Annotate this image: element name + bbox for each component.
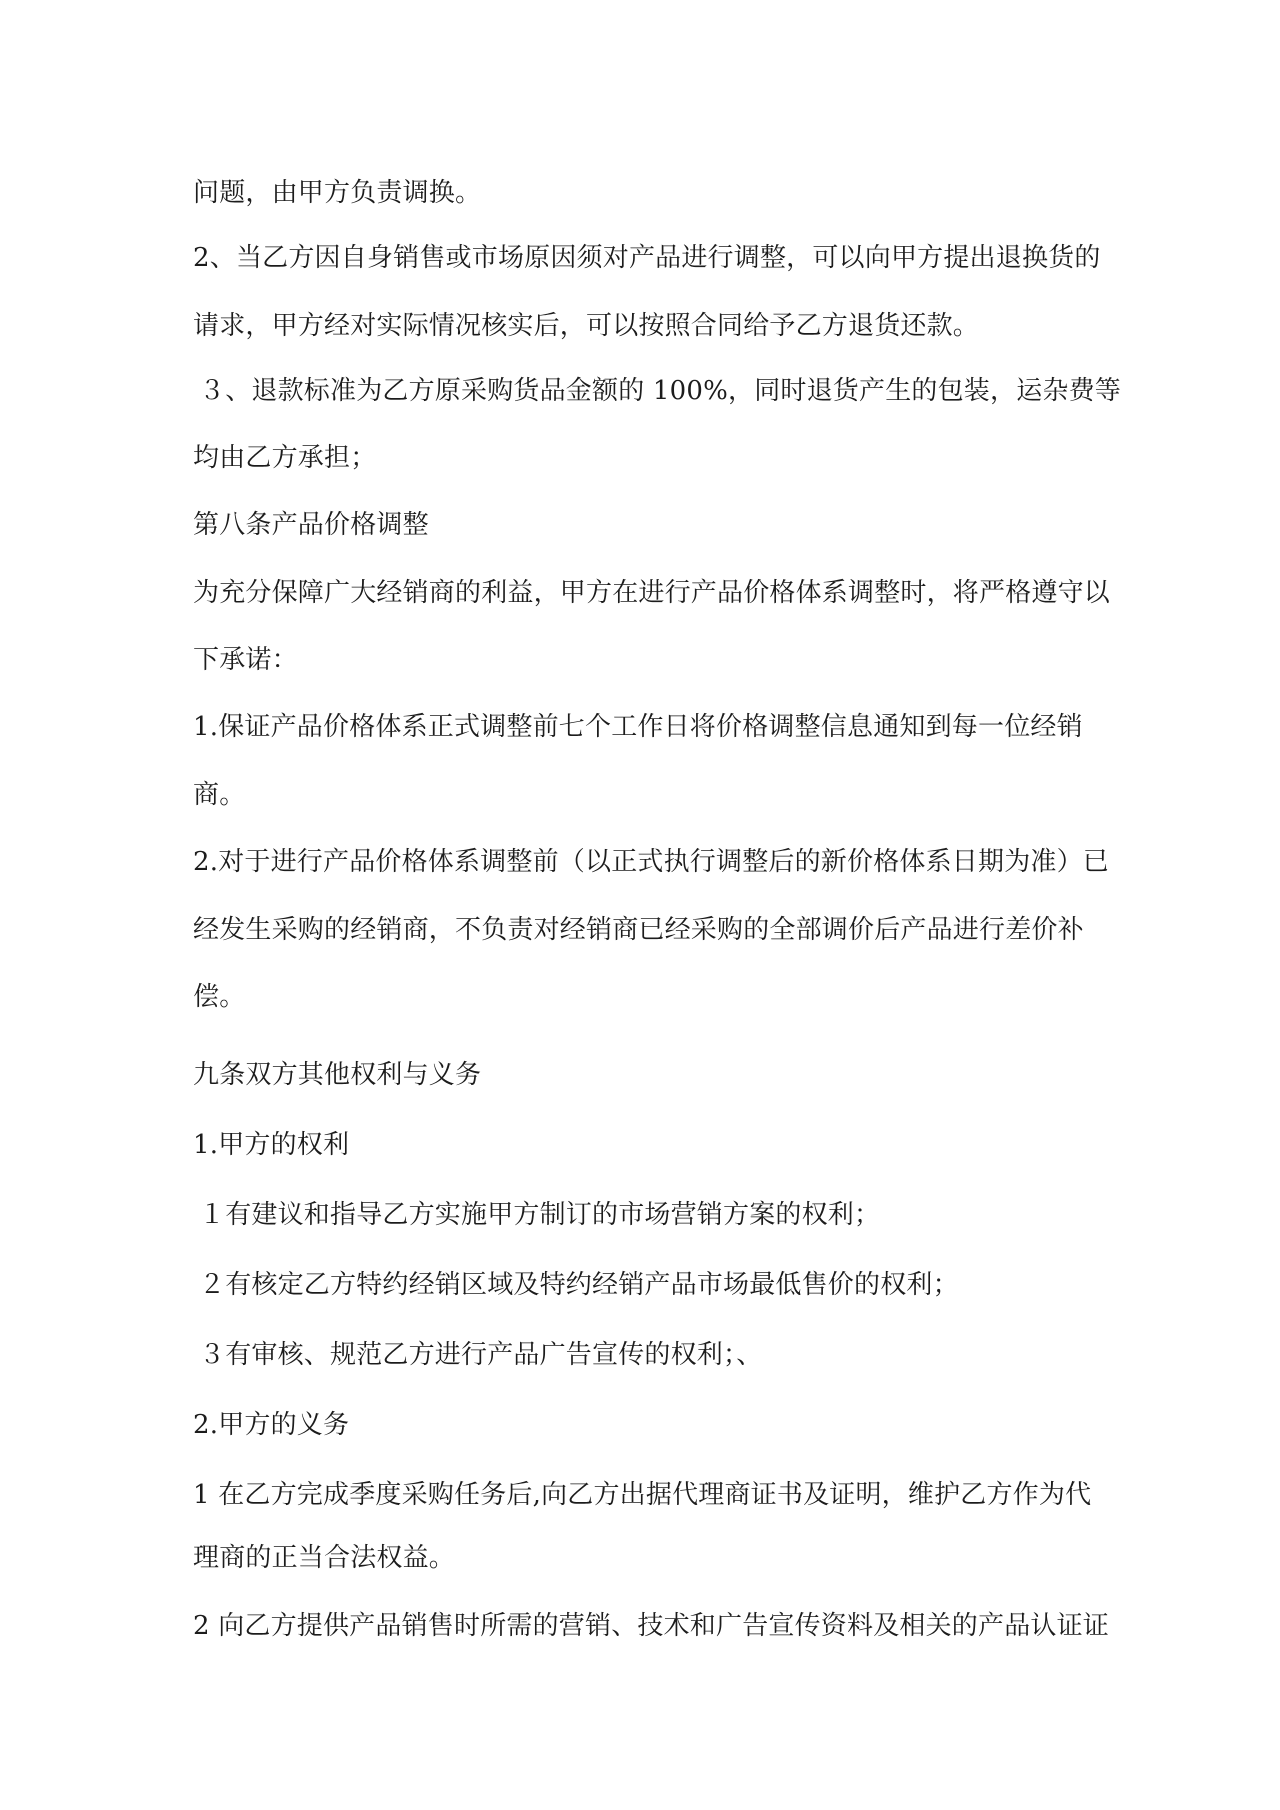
section-heading: 第八条产品价格调整 — [193, 510, 429, 540]
text-line: 2 向乙方提供产品销售时所需的营销、技术和广告宣传资料及相关的产品认证证 — [193, 1611, 1110, 1641]
text-line: 1 在乙方完成季度采购任务后,向乙方出据代理商证书及证明，维护乙方作为代 — [193, 1480, 1092, 1510]
text-line: 2.甲方的义务 — [193, 1410, 350, 1440]
text-line: 请求，甲方经对实际情况核实后，可以按照合同给予乙方退货还款。 — [193, 311, 980, 341]
text-line: 经发生采购的经销商，不负责对经销商已经采购的全部调价后产品进行差价补 — [193, 915, 1084, 945]
text-line: 均由乙方承担； — [193, 443, 377, 473]
text-line: 理商的正当合法权益。 — [193, 1543, 456, 1573]
text-line: 2、当乙方因自身销售或市场原因须对产品进行调整，可以向甲方提出退换货的 — [193, 243, 1101, 273]
text-line: 1.甲方的权利 — [193, 1130, 350, 1160]
text-line: 偿。 — [193, 982, 246, 1012]
text-line: 问题，由甲方负责调换。 — [193, 178, 482, 208]
text-line: ３、退款标准为乙方原采购货品金额的 100%，同时退货产生的包装，运杂费等 — [199, 376, 1121, 406]
text-line: 1.保证产品价格体系正式调整前七个工作日将价格调整信息通知到每一位经销 — [193, 712, 1083, 742]
text-line: １有建议和指导乙方实施甲方制订的市场营销方案的权利； — [199, 1200, 881, 1230]
text-line: 2.对于进行产品价格体系调整前（以正式执行调整后的新价格体系日期为准）已 — [193, 847, 1110, 877]
text-line: ３有审核、规范乙方进行产品广告宣传的权利；、 — [199, 1340, 763, 1370]
text-line: 为充分保障广大经销商的利益，甲方在进行产品价格体系调整时，将严格遵守以 — [193, 578, 1111, 608]
text-line: ２有核定乙方特约经销区域及特约经销产品市场最低售价的权利； — [199, 1270, 959, 1300]
section-heading: 九条双方其他权利与义务 — [193, 1060, 482, 1090]
text-line: 商。 — [193, 780, 246, 810]
text-line: 下承诺： — [193, 645, 298, 675]
